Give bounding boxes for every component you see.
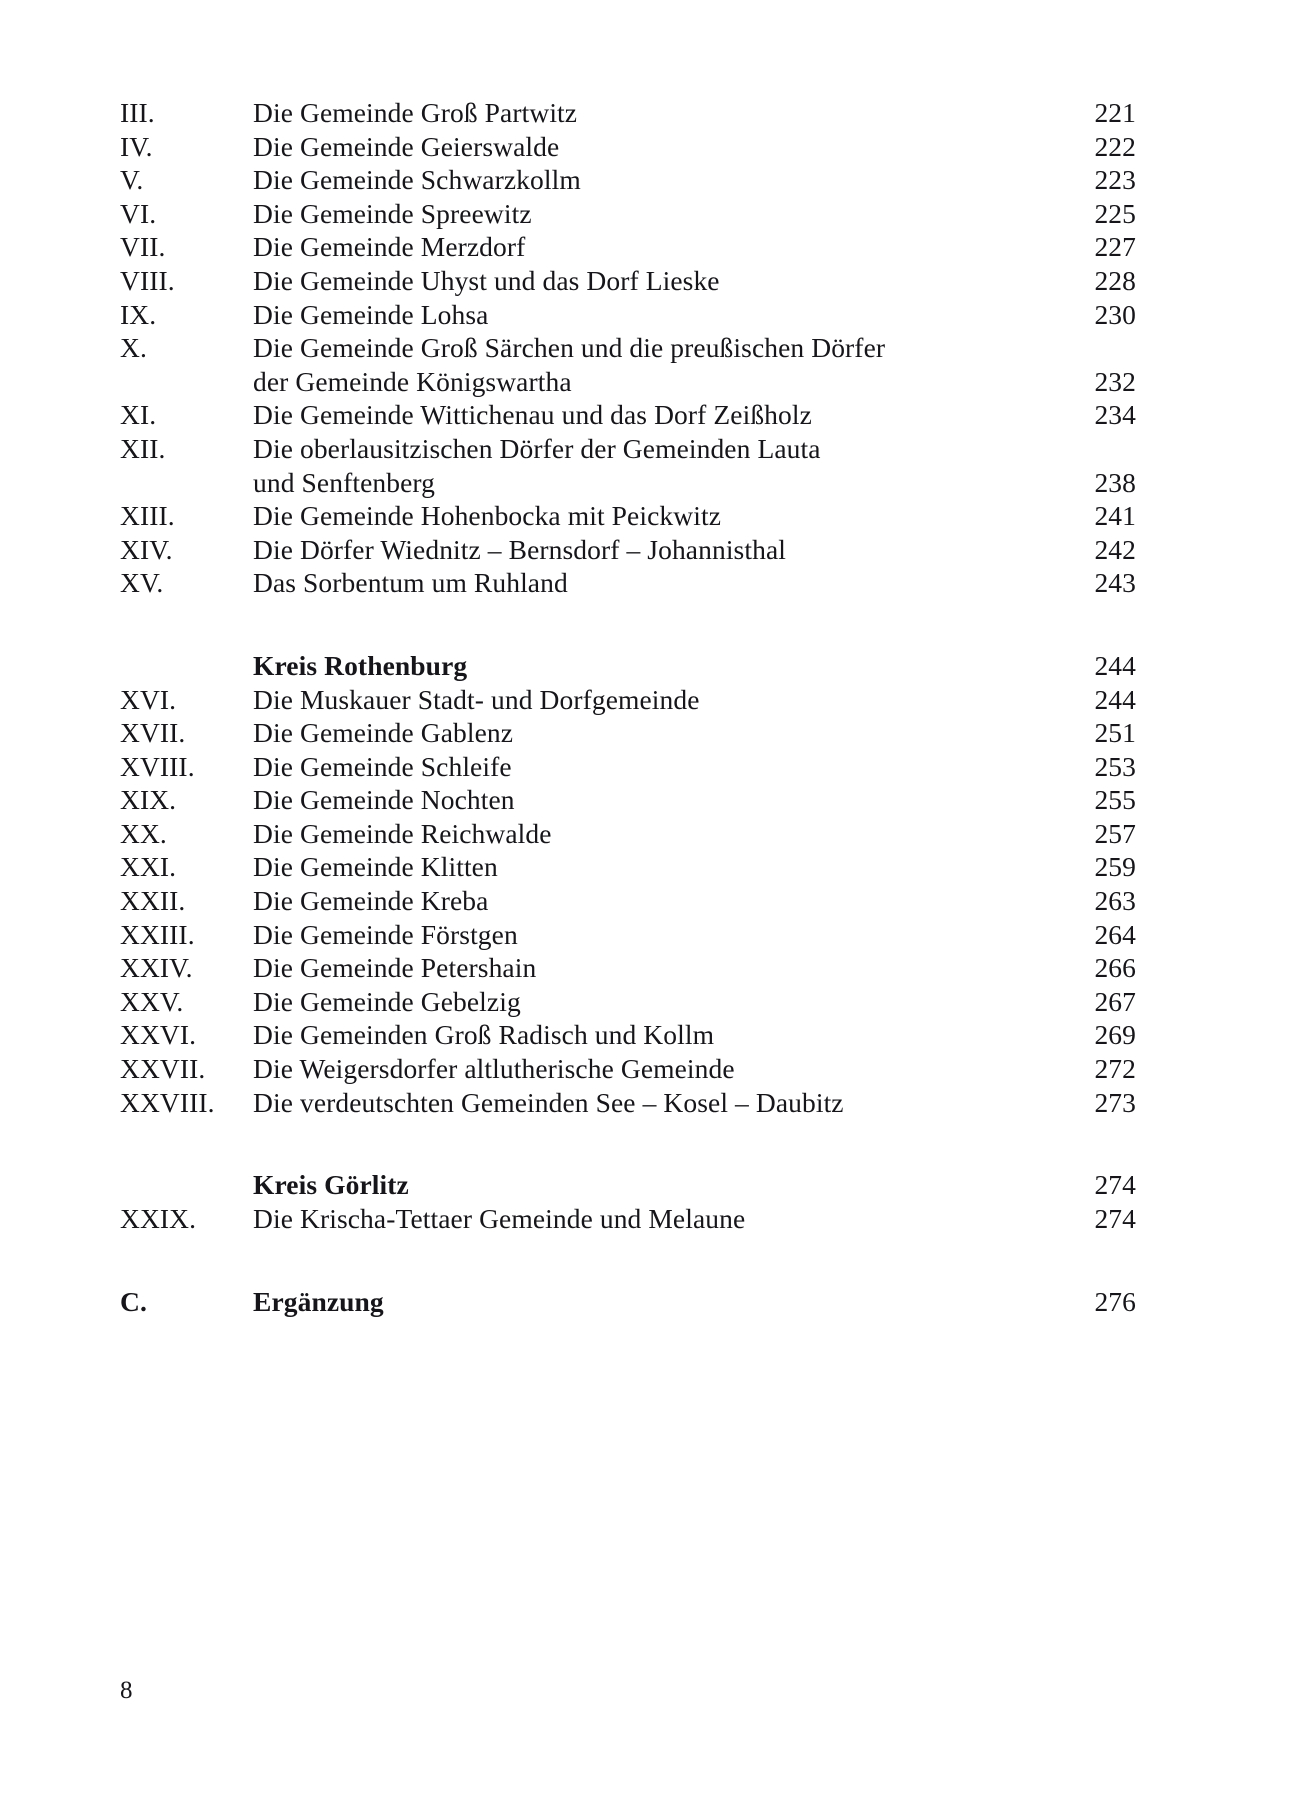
- toc-entry-page-number: 228: [1094, 264, 1136, 296]
- toc-entry-row[interactable]: [120, 884, 1136, 918]
- toc-entry-row[interactable]: [120, 1018, 1136, 1052]
- toc-entry-page-number: 255: [1094, 784, 1136, 816]
- toc-section-gap: [120, 600, 1136, 649]
- toc-entry-row[interactable]: [120, 331, 1136, 365]
- toc-entry-numeral: XV.: [120, 567, 164, 599]
- toc-entry-page-number: 276: [1094, 1286, 1136, 1318]
- toc-entry-numeral: XXV.: [120, 985, 184, 1017]
- toc-entry-row[interactable]: [120, 197, 1136, 231]
- toc-entry-title: Die Gemeinde Uhyst und das Dorf Lieske: [253, 264, 720, 296]
- toc-entry-title: Die Gemeinde Klitten: [253, 851, 498, 883]
- toc-entry-title: der Gemeinde Königswartha: [253, 365, 572, 397]
- toc-entry-page-number: 269: [1094, 1019, 1136, 1051]
- toc-entry-row[interactable]: [120, 432, 1136, 466]
- toc-entry-page-number: 223: [1094, 164, 1136, 196]
- toc-entry-numeral: V.: [120, 164, 144, 196]
- toc-entry-title: Das Sorbentum um Ruhland: [253, 567, 568, 599]
- toc-entry-row[interactable]: [120, 716, 1136, 750]
- toc-entry-title: Die verdeutschten Gemeinden See – Kosel – Daubitz: [253, 1086, 844, 1118]
- toc-entry-page-number: 253: [1094, 750, 1136, 782]
- toc-entry-title: Die Gemeinde Gebelzig: [253, 985, 521, 1017]
- toc-entry-row[interactable]: [120, 499, 1136, 533]
- toc-entry-numeral: XXVII.: [120, 1053, 206, 1085]
- toc-entry-numeral: XX.: [120, 817, 167, 849]
- toc-entry-row[interactable]: [120, 264, 1136, 298]
- toc-entry-page-number: 273: [1094, 1086, 1136, 1118]
- toc-entry-row[interactable]: [120, 951, 1136, 985]
- toc-entry-row[interactable]: [120, 365, 1136, 399]
- toc-entry-page-number: 272: [1094, 1053, 1136, 1085]
- toc-entry-numeral: VIII.: [120, 264, 175, 296]
- toc-entry-row[interactable]: [120, 96, 1136, 130]
- toc-entry-numeral: C.: [120, 1286, 147, 1318]
- toc-entry-title: Die Gemeinden Groß Radisch und Kollm: [253, 1019, 715, 1051]
- toc-entry-title: Die Gemeinde Kreba: [253, 885, 489, 917]
- toc-entry-page-number: 230: [1094, 298, 1136, 330]
- toc-entry-page-number: 238: [1094, 466, 1136, 498]
- toc-entry-numeral: XII.: [120, 432, 166, 464]
- toc-entry-title: Die Gemeinde Gablenz: [253, 717, 514, 749]
- toc-entry-row[interactable]: [120, 1202, 1136, 1236]
- toc-entry-title: Die Gemeinde Petershain: [253, 952, 537, 984]
- toc-entry-title: Kreis Rothenburg: [253, 649, 468, 681]
- toc-entry-numeral: III.: [120, 97, 155, 128]
- toc-entry-page-number: 242: [1094, 533, 1136, 565]
- toc-entry-title: Die Gemeinde Schleife: [253, 750, 512, 782]
- toc-entry-page-number: 274: [1094, 1202, 1136, 1234]
- toc-entry-numeral: XXII.: [120, 885, 186, 917]
- toc-section-heading-row[interactable]: [120, 649, 1136, 683]
- toc-entry-page-number: 251: [1094, 717, 1136, 749]
- toc-section-gap: [120, 1119, 1136, 1168]
- toc-entry-numeral: XVII.: [120, 717, 186, 749]
- toc-entry-numeral: XVIII.: [120, 750, 195, 782]
- toc-entry-title: Die Gemeinde Groß Partwitz: [253, 97, 578, 128]
- toc-entry-page-number: 257: [1094, 817, 1136, 849]
- toc-entry-numeral: XIV.: [120, 533, 173, 565]
- toc-entry-page-number: 267: [1094, 985, 1136, 1017]
- toc-entry-page-number: 234: [1094, 399, 1136, 431]
- toc-entry-row[interactable]: [120, 1086, 1136, 1120]
- toc-entry-page-number: 274: [1094, 1169, 1136, 1201]
- toc-entry-numeral: XVI.: [120, 683, 177, 715]
- toc-entry-row[interactable]: [120, 398, 1136, 432]
- toc-entry-numeral: XXVI.: [120, 1019, 197, 1051]
- toc-entry-page-number: 266: [1094, 952, 1136, 984]
- toc-entry-numeral: XXIII.: [120, 918, 195, 950]
- toc-entry-title: Die Gemeinde Hohenbocka mit Peickwitz: [253, 500, 722, 532]
- toc-entry-title: Die Gemeinde Spreewitz: [253, 197, 532, 229]
- toc-entry-row[interactable]: [120, 466, 1136, 500]
- toc-entry-title: Ergänzung: [253, 1286, 384, 1318]
- toc-section-heading-row[interactable]: [120, 1285, 1136, 1319]
- toc-entry-title: Die oberlausitzischen Dörfer der Gemeinden Lauta: [253, 432, 821, 464]
- toc-part-gap: [120, 1235, 1136, 1285]
- toc-entry-title: Die Muskauer Stadt- und Dorfgemeinde: [253, 683, 700, 715]
- toc-entry-page-number: 232: [1094, 365, 1136, 397]
- toc-entry-numeral: IX.: [120, 298, 157, 330]
- toc-entry-numeral: X.: [120, 332, 147, 364]
- toc-entry-title: Die Gemeinde Schwarzkollm: [253, 164, 581, 196]
- toc-entry-row[interactable]: [120, 918, 1136, 952]
- toc-entry-title: Die Krischa-Tettaer Gemeinde und Melaune: [253, 1202, 746, 1234]
- toc-entry-page-number: 227: [1094, 231, 1136, 263]
- toc-entry-title: Kreis Görlitz: [253, 1169, 409, 1201]
- toc-entry-page-number: 221: [1094, 97, 1136, 128]
- toc-entry-numeral: XI.: [120, 399, 157, 431]
- toc-entry-numeral: XXIX.: [120, 1202, 197, 1234]
- toc-entry-title: Die Gemeinde Geierswalde: [253, 130, 560, 162]
- toc-entry-numeral: VII.: [120, 231, 166, 263]
- toc-entry-page-number: 263: [1094, 885, 1136, 917]
- toc-entry-row[interactable]: [120, 230, 1136, 264]
- toc-entry-row[interactable]: [120, 985, 1136, 1019]
- toc-entry-title: Die Gemeinde Groß Särchen und die preußischen Dörfer: [253, 332, 886, 364]
- toc-entry-row[interactable]: [120, 817, 1136, 851]
- toc-entry-title: Die Gemeinde Förstgen: [253, 918, 518, 950]
- toc-entry-page-number: 264: [1094, 918, 1136, 950]
- toc-entry-row[interactable]: [120, 1052, 1136, 1086]
- toc-entry-numeral: XIII.: [120, 500, 175, 532]
- toc-entry-numeral: VI.: [120, 197, 157, 229]
- toc-entry-page-number: 244: [1094, 649, 1136, 681]
- toc-entry-numeral: XXVIII.: [120, 1086, 215, 1118]
- toc-section-heading-row[interactable]: [120, 1168, 1136, 1202]
- toc-entry-row[interactable]: [120, 298, 1136, 332]
- toc-entry-page-number: 225: [1094, 197, 1136, 229]
- toc-entry-title: Die Gemeinde Nochten: [253, 784, 515, 816]
- toc-entry-numeral: IV.: [120, 130, 153, 162]
- toc-entry-title: Die Gemeinde Wittichenau und das Dorf Zeißholz: [253, 399, 812, 431]
- toc-entry-page-number: 244: [1094, 683, 1136, 715]
- toc-entry-row[interactable]: [120, 783, 1136, 817]
- toc-entry-numeral: XXI.: [120, 851, 177, 883]
- toc-entry-row[interactable]: [120, 163, 1136, 197]
- page-folio-number: 8: [120, 1677, 133, 1704]
- toc-entry-row[interactable]: [120, 566, 1136, 600]
- toc-entry-title: Die Dörfer Wiednitz – Bernsdorf – Johannisthal: [253, 533, 786, 565]
- toc-entry-page-number: 222: [1094, 130, 1136, 162]
- toc-entry-row[interactable]: [120, 130, 1136, 164]
- toc-entry-page-number: 243: [1094, 567, 1136, 599]
- toc-entry-row[interactable]: [120, 683, 1136, 717]
- toc-entry-page-number: 241: [1094, 500, 1136, 532]
- toc-entry-title: Die Gemeinde Reichwalde: [253, 817, 552, 849]
- toc-entry-page-number: 259: [1094, 851, 1136, 883]
- toc-entry-row[interactable]: [120, 750, 1136, 784]
- toc-entry-title: Die Weigersdorfer altlutherische Gemeinde: [253, 1053, 735, 1085]
- toc-entry-title: Die Gemeinde Merzdorf: [253, 231, 526, 263]
- toc-entry-row[interactable]: [120, 533, 1136, 567]
- toc-entry-numeral: XIX.: [120, 784, 177, 816]
- toc-entry-numeral: XXIV.: [120, 952, 193, 984]
- toc-entry-title: und Senftenberg: [253, 466, 435, 498]
- table-of-contents: [120, 96, 1136, 1319]
- toc-entry-row[interactable]: [120, 850, 1136, 884]
- toc-entry-title: Die Gemeinde Lohsa: [253, 298, 489, 330]
